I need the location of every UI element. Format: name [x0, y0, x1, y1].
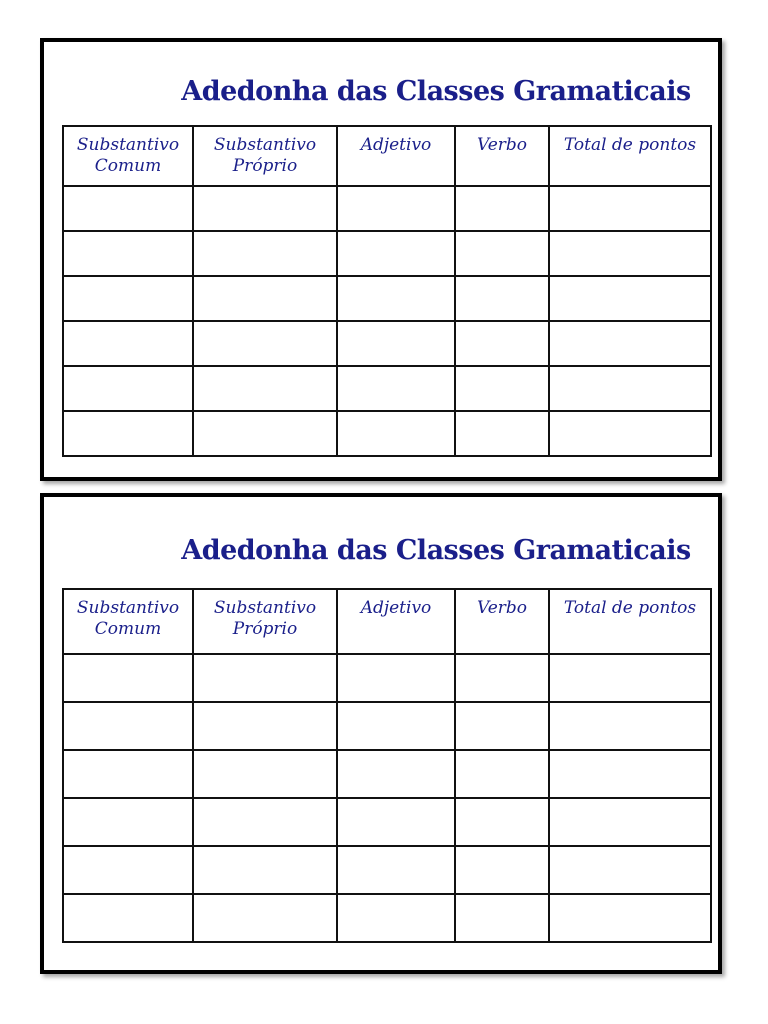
header-verbo	[455, 589, 549, 654]
score-table	[62, 125, 712, 457]
header-row	[63, 126, 711, 186]
header-line-1: Adjetivo	[360, 598, 432, 618]
table-cell[interactable]	[63, 654, 193, 702]
table-cell[interactable]	[193, 276, 337, 321]
table-cell[interactable]	[455, 798, 549, 846]
table-cell[interactable]	[455, 750, 549, 798]
header-line-2: Comum	[94, 619, 162, 639]
header-line-1: Substantivo	[213, 598, 317, 618]
score-table	[62, 588, 712, 943]
table-cell[interactable]	[549, 366, 711, 411]
header-total-de-pontos	[549, 126, 711, 186]
table-body	[63, 654, 711, 942]
table-cell[interactable]	[193, 702, 337, 750]
table-cell[interactable]	[193, 798, 337, 846]
table-cell[interactable]	[193, 231, 337, 276]
table-cell[interactable]	[337, 366, 455, 411]
table-row	[63, 654, 711, 702]
table-row	[63, 411, 711, 456]
header-line-1: Substantivo	[76, 135, 180, 155]
table-cell[interactable]	[337, 231, 455, 276]
table-cell[interactable]	[337, 276, 455, 321]
table-cell[interactable]	[63, 186, 193, 231]
table-cell[interactable]	[193, 411, 337, 456]
header-line-2: Próprio	[232, 156, 298, 176]
table-cell[interactable]	[193, 186, 337, 231]
table-cell[interactable]	[549, 186, 711, 231]
header-line-2: Próprio	[232, 619, 298, 639]
table-cell[interactable]	[549, 894, 711, 942]
table-cell[interactable]	[455, 366, 549, 411]
card-title: Adedonha das Classes Gramaticais	[181, 76, 691, 107]
table-cell[interactable]	[63, 411, 193, 456]
header-line-1: Verbo	[476, 598, 528, 618]
table-row	[63, 231, 711, 276]
header-row	[63, 589, 711, 654]
table-cell[interactable]	[455, 894, 549, 942]
table-row	[63, 321, 711, 366]
table-cell[interactable]	[455, 231, 549, 276]
table-cell[interactable]	[337, 702, 455, 750]
table-cell[interactable]	[193, 654, 337, 702]
header-line-1: Adjetivo	[360, 135, 432, 155]
table-cell[interactable]	[63, 702, 193, 750]
table-cell[interactable]	[63, 321, 193, 366]
table-cell[interactable]	[455, 654, 549, 702]
table-row	[63, 750, 711, 798]
header-line-1: Total de pontos	[563, 598, 697, 618]
header-substantivo-comum	[63, 126, 193, 186]
table-cell[interactable]	[337, 894, 455, 942]
table-cell[interactable]	[455, 411, 549, 456]
table-cell[interactable]	[63, 231, 193, 276]
table-cell[interactable]	[549, 654, 711, 702]
header-line-1: Substantivo	[213, 135, 317, 155]
table-row	[63, 798, 711, 846]
table-cell[interactable]	[549, 276, 711, 321]
header-line-1: Substantivo	[76, 598, 180, 618]
table-cell[interactable]	[193, 321, 337, 366]
table-cell[interactable]	[549, 321, 711, 366]
header-substantivo-proprio	[193, 126, 337, 186]
table-cell[interactable]	[63, 276, 193, 321]
table-cell[interactable]	[337, 654, 455, 702]
table-body	[63, 186, 711, 456]
header-substantivo-comum	[63, 589, 193, 654]
table-row	[63, 276, 711, 321]
table-cell[interactable]	[455, 321, 549, 366]
header-verbo	[455, 126, 549, 186]
table-row	[63, 846, 711, 894]
table-row	[63, 366, 711, 411]
table-cell[interactable]	[193, 750, 337, 798]
header-substantivo-proprio	[193, 589, 337, 654]
table-row	[63, 186, 711, 231]
score-card-1	[40, 38, 722, 481]
table-row	[63, 702, 711, 750]
table-cell[interactable]	[455, 186, 549, 231]
table-cell[interactable]	[63, 366, 193, 411]
table-cell[interactable]	[193, 894, 337, 942]
card-title: Adedonha das Classes Gramaticais	[181, 535, 691, 566]
header-adjetivo	[337, 126, 455, 186]
table-cell[interactable]	[337, 846, 455, 894]
table-cell[interactable]	[337, 798, 455, 846]
header-adjetivo	[337, 589, 455, 654]
table-cell[interactable]	[337, 411, 455, 456]
table-cell[interactable]	[337, 186, 455, 231]
table-cell[interactable]	[63, 846, 193, 894]
table-row	[63, 894, 711, 942]
table-cell[interactable]	[549, 798, 711, 846]
table-cell[interactable]	[455, 702, 549, 750]
table-cell[interactable]	[193, 846, 337, 894]
header-total-de-pontos	[549, 589, 711, 654]
table-cell[interactable]	[63, 750, 193, 798]
table-cell[interactable]	[549, 702, 711, 750]
table-cell[interactable]	[63, 798, 193, 846]
score-card-2	[40, 493, 722, 974]
table-cell[interactable]	[63, 894, 193, 942]
table-cell[interactable]	[549, 411, 711, 456]
header-line-1: Total de pontos	[563, 135, 697, 155]
header-line-2: Comum	[94, 156, 162, 176]
table-cell[interactable]	[455, 846, 549, 894]
header-line-1: Verbo	[476, 135, 528, 155]
table-cell[interactable]	[455, 276, 549, 321]
table-cell[interactable]	[337, 750, 455, 798]
table-cell[interactable]	[193, 366, 337, 411]
table-cell[interactable]	[549, 750, 711, 798]
table-cell[interactable]	[549, 231, 711, 276]
table-cell[interactable]	[337, 321, 455, 366]
table-cell[interactable]	[549, 846, 711, 894]
